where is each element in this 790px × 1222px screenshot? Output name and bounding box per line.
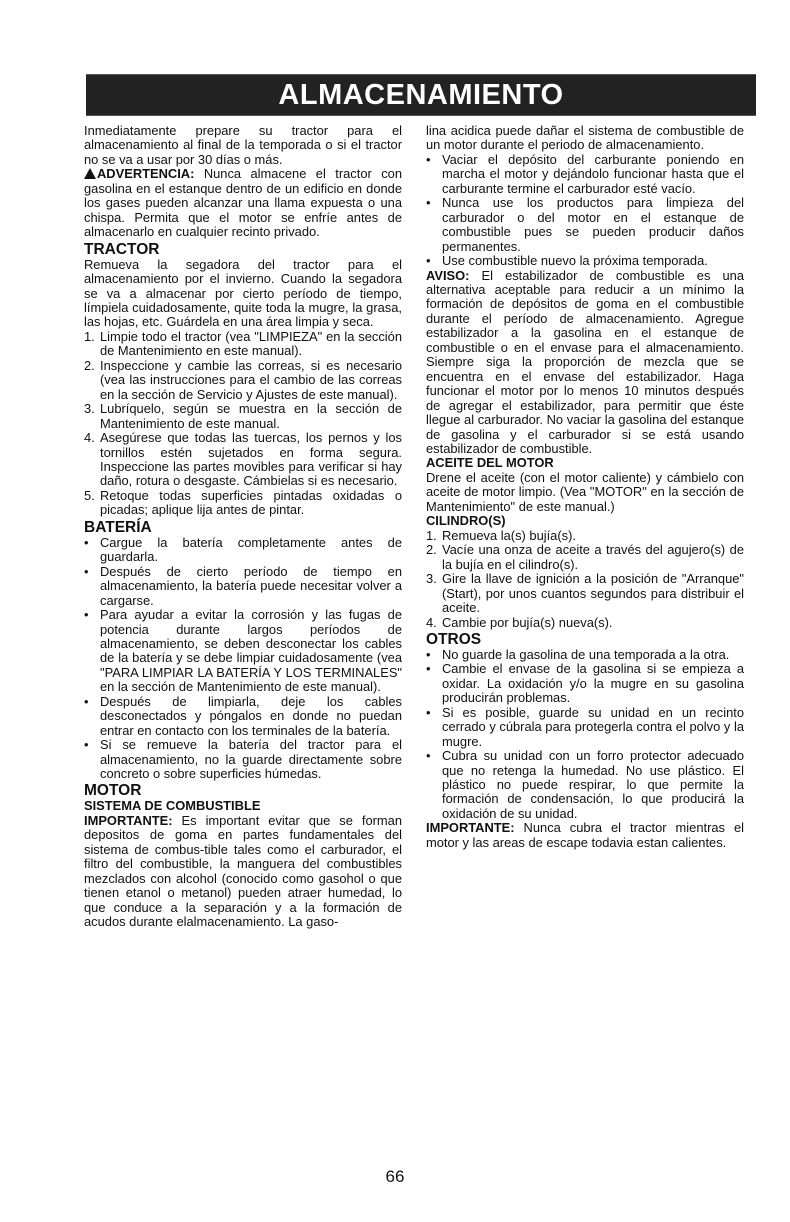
list-item: • Después de limpiarla, deje los cables desconectados y póngalos en donde no puedan entrar en contacto con los terminales de la batería. <box>84 693 402 738</box>
aviso-text: El estabilizador de combustible es una alternativa aceptable para reducir a un mínimo la formación de depósitos de goma en el combustible durante el período de almacenamiento. Agregue estabilizador a la gasolina en el estanque de combustible o en el envase para el almacenamiento. Siempre siga la proporción de mezcla que se encuentra en el envase del estabilizador. Haga funcionar el motor por lo menos 10 minutos después de agregar el estabilizador, para permitir que éste llegue al carburador. No vaciar la gasolina del estanque de gasolina y el carburador si se está usando estabilizador de combustible. <box>426 267 744 456</box>
final-importante-text: Nunca cubra el tractor mientras el motor y las areas de escape todavia estan calientes. <box>426 820 744 850</box>
sistema-combustible-heading: SISTEMA DE COMBUSTIBLE <box>84 798 261 814</box>
aceite-paragraph: Drene el aceite (con el motor caliente) y cámbielo con aceite de motor limpio. (Vea "MOTOR" en la sección de Mantenimiento" de este manual.) <box>426 469 744 514</box>
list-item: • Cargue la batería completamente antes de guardarla. <box>84 534 402 565</box>
left-column <box>84 124 402 930</box>
list-item: • Nunca use los productos para limpieza del carburador o del motor en el estanque de combustible pues se pueden producir daños permanentes. <box>426 195 744 254</box>
list-item: 3. Lubríquelo, según se muestra en la sección de Mantenimiento de este manual. <box>84 401 402 431</box>
list-item: • Para ayudar a evitar la corrosión y las fugas de potencia durante largos períodos de almacenamiento, se deben desconectar los cables de la batería y se debe limpiar cuidadosamente (vea "PARA LIMPIAR LA BATERÍA Y LOS TERMINALES" en la sección de Mantenimiento de este manual). <box>84 607 402 695</box>
list-item: • Cubra su unidad con un forro protector adecuado que no retenga la humedad. No use plástico. El plástico no puede respirar, lo que permite la formación de condensación, lo que producirá la oxidación de su unidad. <box>426 748 744 821</box>
page-title: ALMACENAMIENTO <box>278 79 564 111</box>
list-item: • Si es posible, guarde su unidad en un recinto cerrado y cúbrala para protegerla contra el polvo y la mugre. <box>426 704 744 749</box>
list-item: 2. Inspeccione y cambie las correas, si es necesario (vea las instrucciones para el cambio de las correas en la sección de Servicio y Ajustes de este manual). <box>84 357 402 402</box>
list-item: • No guarde la gasolina de una temporada a la otra. <box>426 646 730 662</box>
warning-triangle-icon <box>84 168 96 179</box>
aviso-paragraph <box>426 269 744 457</box>
tractor-heading: TRACTOR <box>84 240 160 258</box>
fuel-list <box>426 153 744 269</box>
cilindros-steps <box>426 529 744 630</box>
right-column <box>426 124 744 850</box>
cilindros-heading: CILINDRO(S) <box>426 513 506 529</box>
list-item: 3. Gire la llave de ignición a la posición de "Arranque" (Start), por unos cuantos segundos para distribuir el aceite. <box>426 571 744 616</box>
otros-heading: OTROS <box>426 630 482 648</box>
warning-paragraph <box>84 167 402 239</box>
list-item: 2. Vacíe una onza de aceite a través del agujero(s) de la bujía en el cilindro(s). <box>426 542 744 572</box>
continued-paragraph: lina acidica puede dañar el sistema de combustible de un motor durante el periodo de almacenamiento. <box>426 123 744 153</box>
list-item: • Vaciar el depósito del carburante poniendo en marcha el motor y dejándolo funcionar hasta que el carburante termine el carburador esté vacío. <box>426 151 744 196</box>
bateria-list <box>84 536 402 782</box>
list-item: • Use combustible nuevo la próxima temporada. <box>426 253 708 269</box>
list-item: • Después de cierto período de tiempo en almacenamiento, la batería puede necesitar volver a cargarse. <box>84 563 402 608</box>
final-importante-label: IMPORTANTE: <box>426 820 515 836</box>
tractor-intro: Remueva la segadora del tractor para el almacenamiento por el invierno. Cuando la segadora se va a almacenar por cierto período de tiempo, límpiela cuidadosamente, quite toda la mugre, la grasa, las hojas, etc. Guárdela en una área limpia y seca. <box>84 256 402 330</box>
importante-text: Es important evitar que se forman depositos de goma en partes fundamentales del sistema de combus-tible tales como el carburador, el filtro del combustible, la manguera del combustibles mezclados con alcohol (conocido como gasohol o que tienen etanol o metanol) pueden atraer humedad, lo que conduce a la separación y a la formación de acudos durante elalmacenamiento. La gaso- <box>84 812 402 930</box>
intro-paragraph: Inmediatamente prepare su tractor para el almacenamiento al final de la temporada o si el tractor no se va a usar por 30 días o más. <box>84 123 402 167</box>
otros-list <box>426 648 744 821</box>
aviso-label: AVISO: <box>426 267 470 283</box>
list-item: 1. Remueva la(s) bujía(s). <box>426 527 576 543</box>
aceite-heading: ACEITE DEL MOTOR <box>426 455 554 471</box>
tractor-steps <box>84 330 402 518</box>
bateria-heading: BATERÍA <box>84 518 152 536</box>
importante-label: IMPORTANTE: <box>84 812 173 828</box>
list-item: • Si se remueve la batería del tractor para el almacenamiento, no la guarde directamente sobre concreto o sobre superficies húmedas. <box>84 737 402 782</box>
final-importante-paragraph <box>426 821 744 850</box>
warning-text: Nunca almacene el tractor con gasolina en el estanque dentro de un edificio en donde los gases pueden alcanzar una llama expuesta o una chispa. Permita que el motor se enfríe antes de almacenarlo en cualquier recinto privado. <box>84 166 402 240</box>
page-number: 66 <box>385 1167 405 1186</box>
importante-paragraph <box>84 814 402 930</box>
list-item: 4. Asegúrese que todas las tuercas, los pernos y los tornillos estén sujetados en forma segura. Inspeccione las partes movibles para verificar si hay daño, rotura o desgaste. Cámbielas si es necesario. <box>84 430 402 489</box>
section-title-banner <box>86 74 756 116</box>
warning-label: ADVERTENCIA: <box>97 166 195 182</box>
list-item: 5. Retoque todas superficies pintadas oxidadas o picadas; aplique lija antes de pintar. <box>84 487 402 518</box>
list-item: 4. Cambie por bujía(s) nueva(s). <box>426 614 613 630</box>
list-item: 1. Limpie todo el tractor (vea "LIMPIEZA" en la sección de Mantenimiento en este manual). <box>84 328 402 359</box>
list-item: • Cambie el envase de la gasolina si se empieza a oxidar. La oxidación y/o la mugre en su gasolina producirán problemas. <box>426 661 744 706</box>
motor-heading: MOTOR <box>84 782 142 800</box>
